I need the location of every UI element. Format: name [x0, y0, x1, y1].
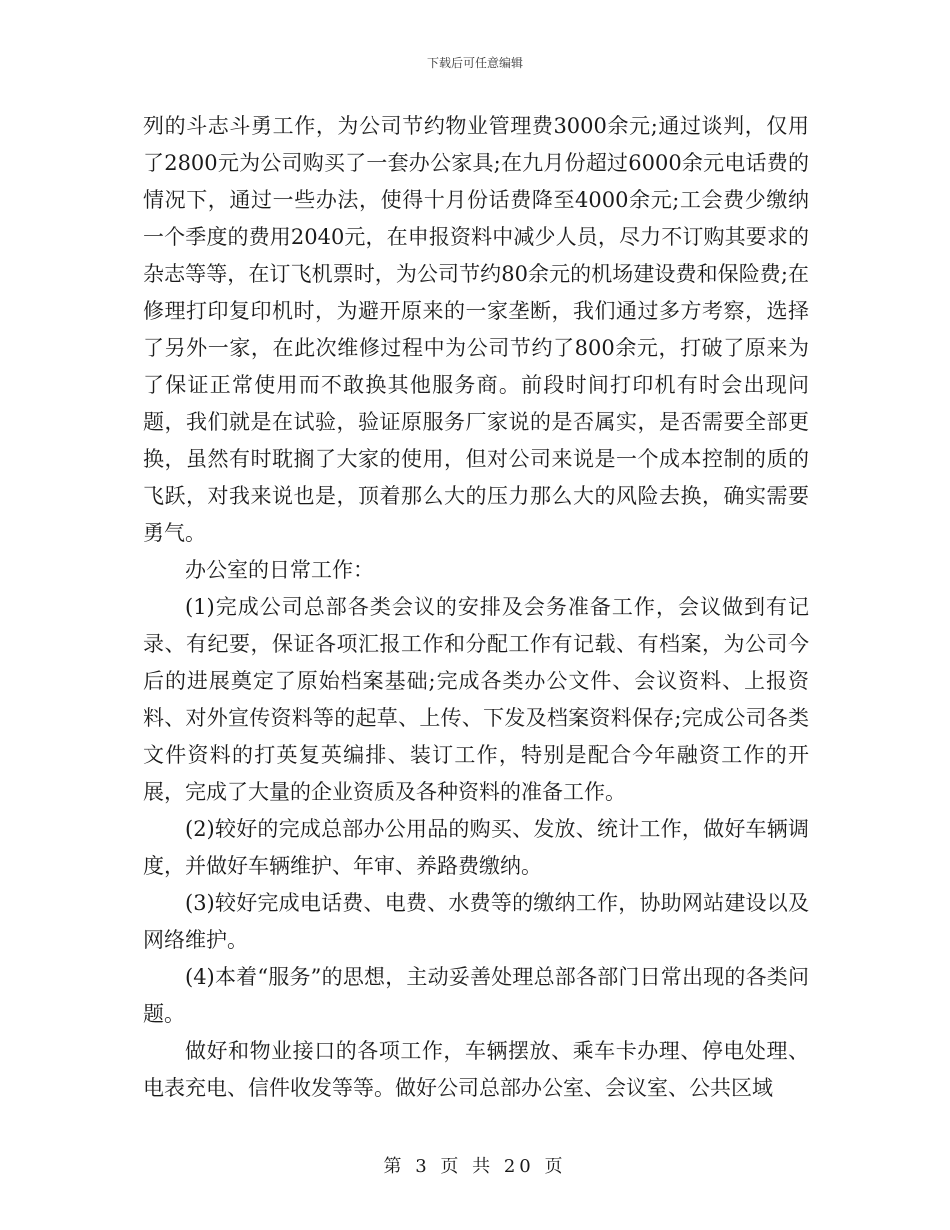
paragraph-item-1: (1)完成公司总部各类会议的安排及会务准备工作，会议做到有记录、有纪要，保证各项汇报工作和分配工作有记载、有档案，为公司今后的进展奠定了原始档案基础;完成各类办公文件、会议资料、上报资料、对外宣传资料等的起草、上传、下发及档案资料保存;完成公司各类文件资料的打英复英编排、装订工作，特别是配合今年融资工作的开展，完成了大量的企业资质及各种资料的准备工作。: [143, 595, 809, 804]
paragraph-item-3: (3)较好完成电话费、电费、水费等的缴纳工作，协助网站建设以及网络维护。: [143, 891, 809, 952]
paragraph-daily-work-heading: 办公室的日常工作：: [185, 558, 374, 582]
page-header: 下载后可任意编辑: [426, 56, 523, 70]
document-body: [143, 108, 809, 1107]
paragraph-item-2: (2)较好的完成总部办公用品的购买、发放、统计工作，做好车辆调度，并做好车辆维护、年审、养路费缴纳。: [143, 817, 809, 878]
paragraph-item-4: (4)本着“服务”的思想，主动妥善处理总部各部门日常出现的各类问题。: [143, 965, 809, 1026]
paragraph-property-work: 做好和物业接口的各项工作，车辆摆放、乘车卡办理、停电处理、电表充电、信件收发等等。做好公司总部办公室、会议室、公共区域: [143, 1039, 809, 1100]
page-footer: 第 3 页 共 20 页: [383, 1156, 567, 1177]
paragraph-cost-savings: 列的斗志斗勇工作，为公司节约物业管理费3000余元;通过谈判，仅用了2800元为公司购买了一套办公家具;在九月份超过6000余元电话费的情况下，通过一些办法，使得十月份话费降至4000余元;工会费少缴纳一个季度的费用2040元，在申报资料中减少人员，尽力不订购其要求的杂志等等，在订飞机票时，为公司节约80余元的机场建设费和保险费;在修理打印复印机时，为避开原来的一家垄断，我们通过多方考察，选择了另外一家，在此次维修过程中为公司节约了800余元，打破了原来为了保证正常使用而不敢换其他服务商。前段时间打印机有时会出现问题，我们就是在试验，验证原服务厂家说的是否属实，是否需要全部更换，虽然有时耽搁了大家的使用，但对公司来说是一个成本控制的质的飞跃，对我来说也是，顶着那么大的压力那么大的风险去换，确实需要勇气。: [143, 114, 809, 545]
